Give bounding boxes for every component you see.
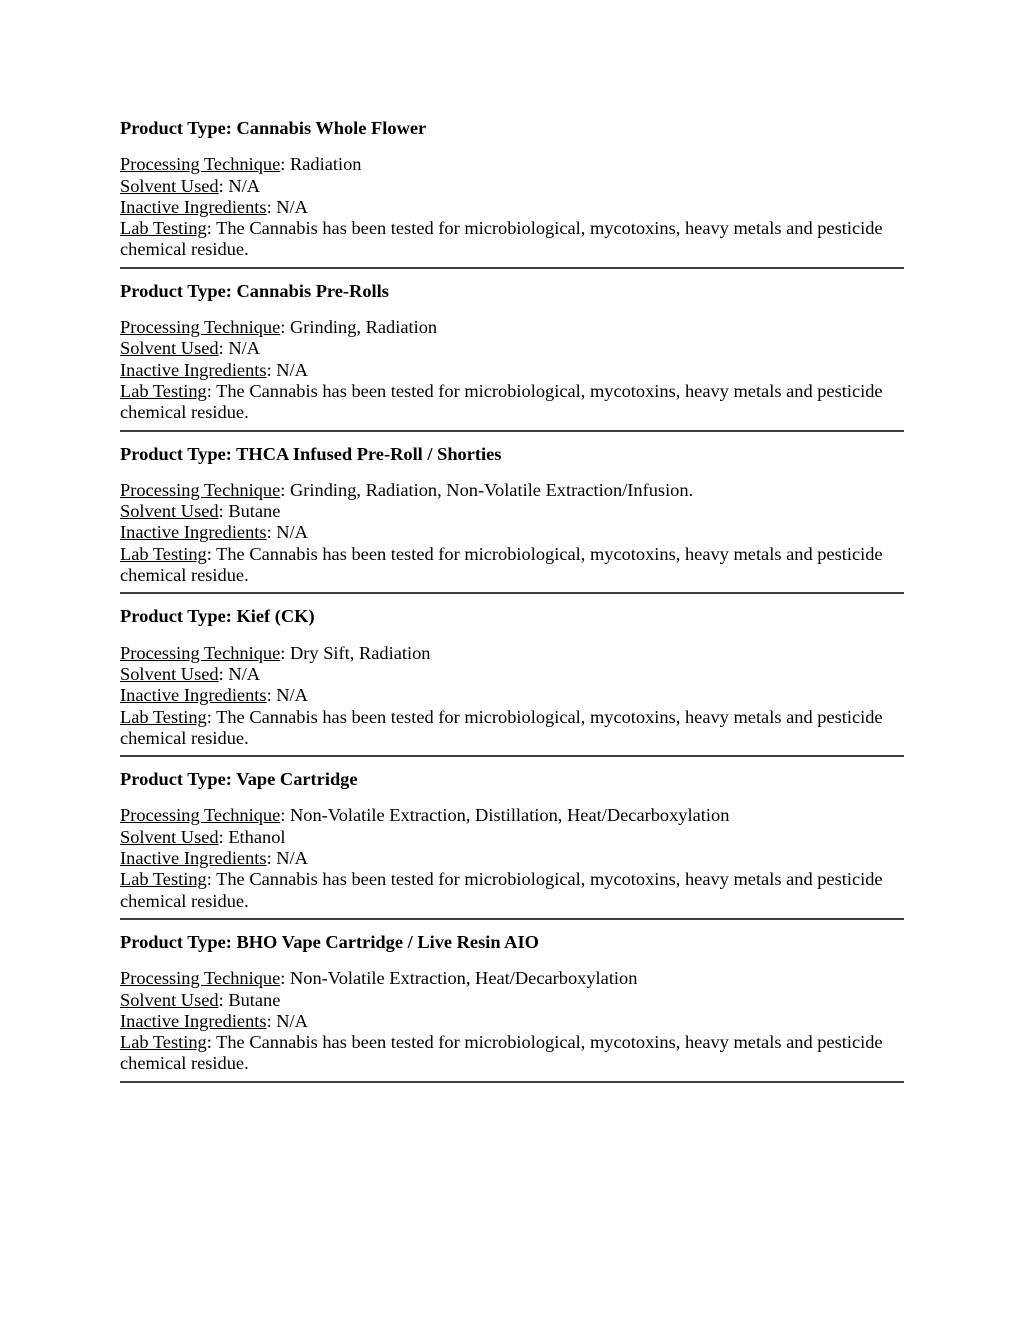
section-divider	[120, 918, 904, 920]
field-label: Lab Testing	[120, 380, 207, 401]
field-value: The Cannabis has been tested for microbiological, mycotoxins, heavy metals and pesticide chemical residue.	[120, 869, 883, 911]
product-fields: Processing Technique: Non-Volatile Extraction, Distillation, Heat/Decarboxylation Solvent Used: Ethanol Inactive Ingredients: N/A Lab Testing: The Cannabis has been tested for microbiological, mycotoxins, heavy metals and pesticide chemical residue.	[120, 805, 883, 911]
product-section	[120, 932, 904, 1083]
field-label: Inactive Ingredients	[120, 685, 267, 706]
field-value: N/A	[228, 175, 260, 196]
field-label: Solvent Used	[120, 338, 219, 359]
field-value: Grinding, Radiation, Non-Volatile Extraction/Infusion.	[290, 479, 694, 500]
field-label: Solvent Used	[120, 989, 219, 1010]
field-label: Processing Technique	[120, 154, 281, 175]
field-value: The Cannabis has been tested for microbiological, mycotoxins, heavy metals and pesticide chemical residue.	[120, 706, 883, 748]
field-label: Processing Technique	[120, 805, 281, 826]
field-value: Non-Volatile Extraction, Distillation, Heat/Decarboxylation	[290, 805, 730, 826]
product-section	[120, 769, 904, 920]
product-type-heading: Product Type: THCA Infused Pre-Roll / Shorties	[120, 443, 502, 464]
product-type-heading: Product Type: Cannabis Pre-Rolls	[120, 280, 389, 301]
field-value: N/A	[276, 522, 308, 543]
field-value: N/A	[228, 338, 260, 359]
product-type-heading: Product Type: Vape Cartridge	[120, 769, 358, 790]
product-fields: Processing Technique: Non-Volatile Extraction, Heat/Decarboxylation Solvent Used: Butane Inactive Ingredients: N/A Lab Testing: The Cannabis has been tested for microbiological, mycotoxins, heavy metals and pesticide chemical residue.	[120, 968, 883, 1074]
field-value: N/A	[276, 359, 308, 380]
field-value: Butane	[228, 989, 281, 1010]
field-label: Inactive Ingredients	[120, 359, 267, 380]
field-value: Non-Volatile Extraction, Heat/Decarboxylation	[290, 968, 638, 989]
product-section	[120, 118, 904, 269]
field-label: Solvent Used	[120, 663, 219, 684]
field-label: Inactive Ingredients	[120, 848, 267, 869]
field-value: Grinding, Radiation	[290, 317, 438, 338]
field-label: Processing Technique	[120, 479, 281, 500]
product-fields: Processing Technique: Dry Sift, Radiation Solvent Used: N/A Inactive Ingredients: N/A Lab Testing: The Cannabis has been tested for microbiological, mycotoxins, heavy metals and pesticide chemical residue.	[120, 642, 883, 748]
section-divider	[120, 1081, 904, 1083]
product-type-heading: Product Type: BHO Vape Cartridge / Live Resin AIO	[120, 931, 539, 952]
section-divider	[120, 430, 904, 432]
field-value: The Cannabis has been tested for microbiological, mycotoxins, heavy metals and pesticide chemical residue.	[120, 380, 883, 423]
product-section	[120, 444, 904, 595]
field-value: N/A	[228, 663, 260, 684]
field-value: N/A	[276, 196, 308, 217]
field-value: Dry Sift, Radiation	[290, 642, 431, 663]
field-label: Lab Testing	[120, 869, 207, 890]
field-label: Lab Testing	[120, 706, 207, 727]
section-divider	[120, 592, 904, 594]
field-label: Processing Technique	[120, 317, 281, 338]
product-fields: Processing Technique: Radiation Solvent Used: N/A Inactive Ingredients: N/A Lab Testing: The Cannabis has been tested for microbiological, mycotoxins, heavy metals and pesticide chemical residue.	[120, 154, 883, 260]
field-label: Solvent Used	[120, 826, 219, 847]
field-label: Lab Testing	[120, 543, 207, 564]
field-label: Processing Technique	[120, 642, 281, 663]
field-value: The Cannabis has been tested for microbiological, mycotoxins, heavy metals and pesticide chemical residue.	[120, 543, 883, 586]
field-label: Inactive Ingredients	[120, 1010, 267, 1031]
field-value: Ethanol	[228, 826, 286, 847]
product-type-heading: Product Type: Cannabis Whole Flower	[120, 118, 427, 138]
field-label: Solvent Used	[120, 501, 219, 522]
field-label: Inactive Ingredients	[120, 522, 267, 543]
field-value: Butane	[228, 501, 281, 522]
field-label: Lab Testing	[120, 218, 207, 239]
field-value: N/A	[276, 685, 308, 706]
field-value: The Cannabis has been tested for microbiological, mycotoxins, heavy metals and pesticide chemical residue.	[120, 218, 883, 260]
field-value: The Cannabis has been tested for microbiological, mycotoxins, heavy metals and pesticide chemical residue.	[120, 1032, 883, 1074]
field-value: N/A	[276, 1010, 308, 1031]
field-label: Solvent Used	[120, 175, 219, 196]
field-label: Inactive Ingredients	[120, 196, 267, 217]
section-divider	[120, 267, 904, 269]
field-label: Processing Technique	[120, 968, 281, 989]
section-divider	[120, 755, 904, 757]
field-label: Lab Testing	[120, 1032, 207, 1053]
product-section	[120, 606, 904, 757]
product-fields: Processing Technique: Grinding, Radiation, Non-Volatile Extraction/Infusion. Solvent Used: Butane Inactive Ingredients: N/A Lab Testing: The Cannabis has been tested for microbiological, mycotoxins, heavy metals and pesticide chemical residue.	[120, 479, 883, 586]
field-value: N/A	[276, 848, 308, 869]
product-type-heading: Product Type: Kief (CK)	[120, 606, 315, 627]
field-value: Radiation	[290, 154, 362, 175]
product-fields: Processing Technique: Grinding, Radiation Solvent Used: N/A Inactive Ingredients: N/A Lab Testing: The Cannabis has been tested for microbiological, mycotoxins, heavy metals and pesticide chemical residue.	[120, 317, 883, 423]
product-section	[120, 281, 904, 432]
